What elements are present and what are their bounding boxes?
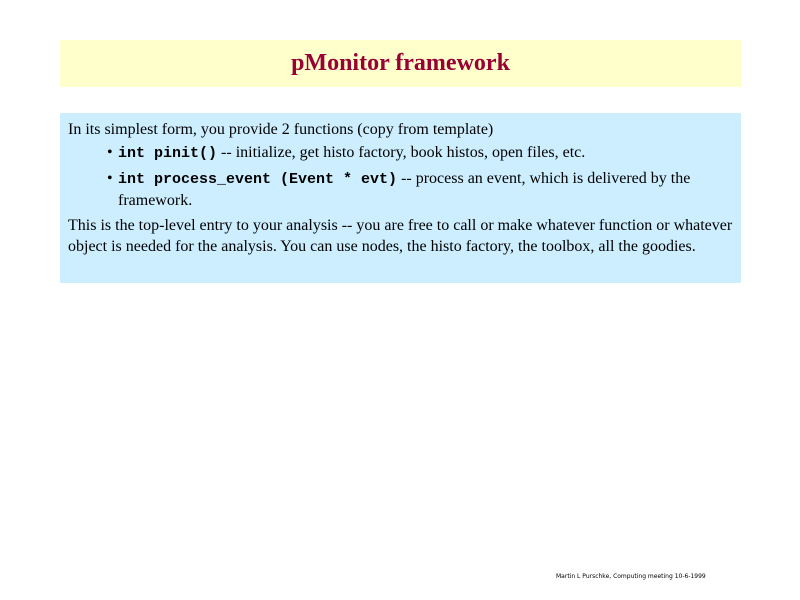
bullet-dot-icon: •	[107, 170, 113, 187]
code-process-event: int process_event	[118, 171, 272, 188]
title-banner	[60, 40, 741, 87]
bullet-item-pinit	[68, 142, 733, 164]
content-box	[60, 113, 741, 283]
intro-text: In its simplest form, you provide 2 functions (copy from template)	[68, 121, 494, 138]
body-text: This is the top-level entry to your analysis -- you are free to call or make whatever function or whatever object is needed for the analysis. You can use nodes, the histo factory, the toolbox, all the goodies.	[68, 217, 733, 255]
bullet-dot-icon: •	[107, 144, 113, 161]
code-pinit: int pinit()	[118, 145, 218, 162]
code-process-event-args: (Event * evt)	[271, 171, 398, 188]
bullet-text-pinit: -- initialize, get histo factory, book histos, open files, etc.	[217, 144, 586, 161]
bullet-item-process-event	[68, 168, 733, 211]
bullet-text-process-event: -- process an event, which is delivered by the framework.	[118, 170, 691, 209]
footer-credit: Martin L Purschke, Computing meeting 10-6-1999	[556, 573, 706, 580]
bullet-list	[68, 142, 733, 211]
slide-title: pMonitor framework	[291, 50, 510, 76]
